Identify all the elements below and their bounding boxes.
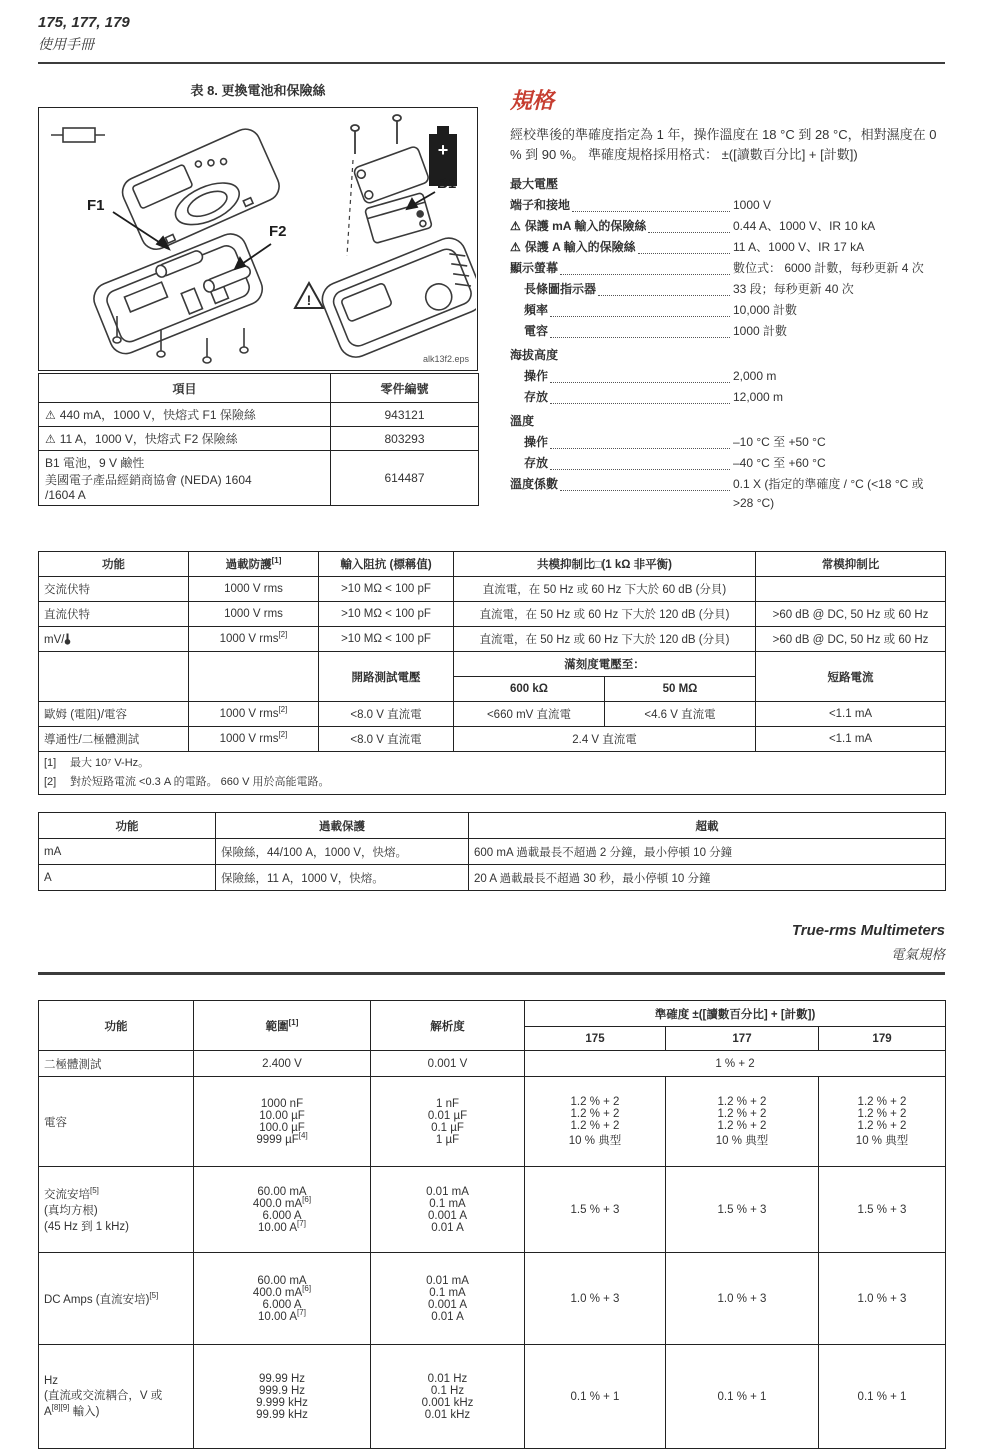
cell-resolution: 1 nF 0.01 µF 0.1 µF 1 µF <box>371 1077 525 1167</box>
spec-row <box>510 475 945 513</box>
spec-value: 數位式： 6000 計數，每秒更新 4 次 <box>733 261 924 276</box>
parts-col-part: 零件編號 <box>331 374 479 403</box>
fuse-icon <box>51 128 105 142</box>
dotted-leader <box>550 367 730 383</box>
cell-function: 交流伏特 <box>39 577 189 602</box>
spec-row <box>510 454 945 473</box>
table-row <box>39 451 479 506</box>
spec-label: 端子和接地 <box>510 198 571 213</box>
spec-value: 0.1 X (指定的準確度 / °C (<18 °C 或 >28 °C) <box>733 477 924 511</box>
spec-label: 顯示螢幕 <box>510 261 559 276</box>
multimeter-exploded-diagram <box>39 108 476 367</box>
cell-fs-merged: 2.4 V 直流電 <box>454 727 756 752</box>
cell-overload: 1000 V rms <box>189 577 319 602</box>
spec-value: 0.44 A、1000 V、IR 10 kA <box>733 219 876 234</box>
footnote: [1] 最大 10⁷ V-Hz。 <box>44 757 150 769</box>
spec-label: 頻率 <box>524 303 549 318</box>
cell-accuracy-177: 0.1 % + 1 <box>666 1345 819 1449</box>
spec-value: –10 °C 至 +50 °C <box>733 435 826 450</box>
col-nmrr: 常模抑制比 <box>756 552 946 577</box>
table-header-row <box>39 813 946 839</box>
dotted-leader <box>550 322 730 338</box>
cell-overload: 1000 V rms <box>189 602 319 627</box>
spec-row <box>510 259 945 278</box>
cell-range: 1000 nF 10.00 µF 100.0 µF 9999 µF[4] <box>194 1077 371 1167</box>
col-function: 功能 <box>39 552 189 577</box>
col-50m: 50 MΩ <box>605 677 756 702</box>
dotted-leader <box>638 238 730 254</box>
cell-accuracy-177: 1.5 % + 3 <box>666 1167 819 1253</box>
cell-range: 60.00 mA 400.0 mA[6] 6.000 A 10.00 A[7] <box>194 1167 371 1253</box>
thermometer-icon <box>64 632 71 645</box>
spec-value: –40 °C 至 +60 °C <box>733 456 826 471</box>
col-600k: 600 kΩ <box>454 677 605 702</box>
table8-section <box>38 80 478 506</box>
cell-resolution: 0.01 mA 0.1 mA 0.001 A 0.01 A <box>371 1167 525 1253</box>
col-range: 範圍[1] <box>194 1001 371 1051</box>
spec-row <box>510 238 945 257</box>
col-resolution: 解析度 <box>371 1001 525 1051</box>
cell-nmrr <box>756 577 946 602</box>
cell-overload: 600 mA 過載最長不超過 2 分鐘，最小停頓 10 分鐘 <box>469 839 946 865</box>
table-row <box>39 839 946 865</box>
dotted-leader <box>550 433 730 449</box>
dotted-leader <box>598 280 730 296</box>
parts-col-item: 項目 <box>39 374 331 403</box>
table-row <box>39 865 946 891</box>
cell-cmrr: 直流電，在 50 Hz 或 60 Hz 下大於 120 dB (分貝) <box>454 627 756 652</box>
spec-row <box>510 280 945 299</box>
table8-caption: 表 8. 更換電池和保險絲 <box>190 83 326 98</box>
cell-accuracy-175: 1.0 % + 3 <box>525 1253 666 1345</box>
diagram-filename: alk13f2.eps <box>422 354 469 364</box>
cell-empty <box>189 652 319 702</box>
table-row-ac-amps <box>39 1167 946 1253</box>
col-function: 功能 <box>39 813 216 839</box>
spec-label: 操作 <box>524 369 549 384</box>
cell-function: 電容 <box>39 1077 194 1167</box>
spec-label: 存放 <box>524 390 549 405</box>
warning-triangle-icon <box>295 283 323 308</box>
warning-icon: ⚠ <box>510 219 521 234</box>
part-item: 440 mA，1000 V，快熔式 F1 保險絲 <box>59 408 256 422</box>
cell-function: mA <box>39 839 216 865</box>
cell-impedance: >10 MΩ < 100 pF <box>319 627 454 652</box>
spec-label: 最大電壓 <box>510 177 559 192</box>
table-header-row <box>39 552 946 577</box>
table-row-hz <box>39 1345 946 1449</box>
spec-label: 溫度係數 <box>510 477 559 492</box>
footnotes-row <box>39 752 946 795</box>
input-characteristics-table <box>38 551 946 795</box>
spec-label: 存放 <box>524 456 549 471</box>
table-row <box>39 577 946 602</box>
cell-open-circuit: <8.0 V 直流電 <box>319 702 454 727</box>
spec-row <box>510 217 945 236</box>
cell-accuracy-merged: 1 % + 2 <box>525 1051 946 1077</box>
warning-icon: ⚠ <box>45 432 56 446</box>
cell-function: 直流伏特 <box>39 602 189 627</box>
cell-impedance: >10 MΩ < 100 pF <box>319 602 454 627</box>
col-overload-protection: 過載防護[1] <box>189 552 319 577</box>
dotted-leader <box>550 454 730 470</box>
cell-fs-600k: <660 mV 直流電 <box>454 702 605 727</box>
table-row <box>39 602 946 627</box>
cell-empty <box>39 652 189 702</box>
specifications-section <box>510 84 945 513</box>
cell-resolution: 0.01 mA 0.1 mA 0.001 A 0.01 A <box>371 1253 525 1345</box>
cell-accuracy-179: 1.0 % + 3 <box>819 1253 946 1345</box>
part-item-line: 美國電子產品經銷商協會 (NEDA) 1604 <box>45 473 252 487</box>
col-function: 功能 <box>39 1001 194 1051</box>
col-protection: 過載保護 <box>216 813 469 839</box>
cell-short-circuit: <1.1 mA <box>756 727 946 752</box>
svg-text:!: ! <box>306 292 312 308</box>
page-header <box>38 14 130 54</box>
col-model-177: 177 <box>666 1027 819 1051</box>
spec-row <box>510 196 945 215</box>
svg-text:+: + <box>437 140 449 160</box>
spec-row <box>510 301 945 320</box>
cell-cmrr: 直流電，在 50 Hz 或 60 Hz 下大於 120 dB (分貝) <box>454 602 756 627</box>
cell-resolution: 0.001 V <box>371 1051 525 1077</box>
cell-accuracy-175: 1.2 % + 2 1.2 % + 2 1.2 % + 2 10 % 典型 <box>525 1077 666 1167</box>
specs-title: 規格 <box>510 88 555 113</box>
col-overload: 超載 <box>469 813 946 839</box>
spec-label: 電容 <box>524 324 549 339</box>
cell-accuracy-179: 1.5 % + 3 <box>819 1167 946 1253</box>
table-row-dc-amps <box>39 1253 946 1345</box>
cell-resolution: 0.01 Hz 0.1 Hz 0.001 kHz 0.01 kHz <box>371 1345 525 1449</box>
diagram-label-f1: F1 <box>87 197 105 214</box>
cell-accuracy-179: 0.1 % + 1 <box>819 1345 946 1449</box>
col-full-scale-voltage: 滿刻度電壓至： <box>454 652 756 677</box>
cell-overload: 1000 V rms[2] <box>189 727 319 752</box>
col-short-circuit-current: 短路電流 <box>756 652 946 702</box>
cell-function: 導通性/二極體測試 <box>39 727 189 752</box>
diagram-label-b1: B1 <box>437 175 457 192</box>
section-subtitle: 電氣規格 <box>891 947 945 962</box>
part-item-line: B1 電池，9 V 鹼性 <box>45 456 145 470</box>
dotted-leader <box>648 217 730 233</box>
spec-row <box>510 175 945 194</box>
cell-protection: 保險絲，11 A，1000 V，快熔。 <box>216 865 469 891</box>
front-case-drawing <box>118 124 284 254</box>
part-number: 614487 <box>331 451 479 506</box>
dotted-leader <box>560 475 730 491</box>
cell-overload: 1000 V rms[2] <box>189 627 319 652</box>
table-row-diode <box>39 1051 946 1077</box>
table-row <box>39 427 479 451</box>
cell-fs-50m: <4.6 V 直流電 <box>605 702 756 727</box>
cell-accuracy-177: 1.0 % + 3 <box>666 1253 819 1345</box>
table-row <box>39 727 946 752</box>
part-item-line: /1604 A <box>45 488 86 502</box>
cell-range: 60.00 mA 400.0 mA[6] 6.000 A 10.00 A[7] <box>194 1253 371 1345</box>
cell-short-circuit: <1.1 mA <box>756 702 946 727</box>
table-row <box>39 403 479 427</box>
back-case-drawing <box>317 233 476 362</box>
warning-icon: ⚠ <box>510 240 521 255</box>
accuracy-table <box>38 1000 946 1449</box>
col-open-circuit-voltage: 開路測試電壓 <box>319 652 454 702</box>
col-cmrr: 共模抑制比□(1 kΩ 非平衡) <box>454 552 756 577</box>
footnote: [2] 對於短路電流 <0.3 A 的電路。 660 V 用於高能電路。 <box>44 776 330 788</box>
spec-label: 操作 <box>524 435 549 450</box>
spec-row <box>510 388 945 407</box>
spec-value: 2,000 m <box>733 369 777 384</box>
cell-accuracy-179: 1.2 % + 2 1.2 % + 2 1.2 % + 2 10 % 典型 <box>819 1077 946 1167</box>
cell-function: 二極體測試 <box>39 1051 194 1077</box>
cell-function: Hz (直流或交流耦合，V 或 A[8][9] 輸入) <box>39 1345 194 1449</box>
cell-nmrr: >60 dB @ DC, 50 Hz 或 60 Hz <box>756 602 946 627</box>
specs-intro: 經校準後的準確度指定為 1 年，操作溫度在 18 °C 到 28 °C，相對濕度在 0 % 到 90 %。 準確度規格採用格式： ±([讀數百分比] + [計數]) <box>510 127 937 163</box>
col-accuracy: 準確度 ±([讀數百分比] + [計數]) <box>525 1001 946 1027</box>
cell-function: mV/ <box>39 627 189 652</box>
dotted-leader <box>550 388 730 404</box>
exploded-diagram-box <box>38 107 478 371</box>
header-rule <box>38 62 945 64</box>
spec-label: 長條圖指示器 <box>524 282 597 297</box>
cell-accuracy-175: 0.1 % + 1 <box>525 1345 666 1449</box>
cell-overload: 20 A 過載最長不超過 30 秒，最小停頓 10 分鐘 <box>469 865 946 891</box>
spec-label: 海拔高度 <box>510 348 559 363</box>
cell-impedance: >10 MΩ < 100 pF <box>319 577 454 602</box>
cell-nmrr: >60 dB @ DC, 50 Hz 或 60 Hz <box>756 627 946 652</box>
spec-value: 10,000 計數 <box>733 303 798 318</box>
parts-table <box>38 373 479 506</box>
cell-range: 99.99 Hz 999.9 Hz 9.999 kHz 99.99 kHz <box>194 1345 371 1449</box>
col-model-179: 179 <box>819 1027 946 1051</box>
cell-function: 交流安培[5] (真均方根) (45 Hz 到 1 kHz) <box>39 1167 194 1253</box>
cell-function: DC Amps (直流安培)[5] <box>39 1253 194 1345</box>
part-number: 803293 <box>331 427 479 451</box>
dotted-leader <box>560 259 730 275</box>
spec-row <box>510 433 945 452</box>
page-title: 175, 177, 179 <box>38 14 130 31</box>
spec-label: 保護 mA 輸入的保險絲 <box>524 219 647 234</box>
table-header-row <box>39 1001 946 1027</box>
section-rule <box>38 972 945 975</box>
section-heading <box>792 922 945 963</box>
cell-function: A <box>39 865 216 891</box>
dotted-leader <box>550 301 730 317</box>
table-row <box>39 627 946 652</box>
spec-value: 1000 V <box>733 198 772 213</box>
parts-header-row <box>39 374 479 403</box>
cell-cmrr: 直流電，在 50 Hz 或 60 Hz 下大於 60 dB (分貝) <box>454 577 756 602</box>
cell-function: 歐姆 (電阻)/電容 <box>39 702 189 727</box>
table-row-capacitance <box>39 1077 946 1167</box>
warning-icon: ⚠ <box>45 408 56 422</box>
part-item: 11 A，1000 V，快熔式 F2 保險絲 <box>59 432 238 446</box>
cell-open-circuit: <8.0 V 直流電 <box>319 727 454 752</box>
col-model-175: 175 <box>525 1027 666 1051</box>
cell-overload: 1000 V rms[2] <box>189 702 319 727</box>
spec-row <box>510 412 945 431</box>
table-subheader-row <box>39 652 946 677</box>
col-input-impedance: 輸入阻抗 (標稱值) <box>319 552 454 577</box>
spec-label: 保護 A 輸入的保險絲 <box>524 240 636 255</box>
spec-value: 11 A、1000 V、IR 17 kA <box>733 240 865 255</box>
spec-value: 12,000 m <box>733 390 784 405</box>
spec-label: 溫度 <box>510 414 535 429</box>
spec-value: 33 段；每秒更新 40 次 <box>733 282 854 297</box>
cell-accuracy-177: 1.2 % + 2 1.2 % + 2 1.2 % + 2 10 % 典型 <box>666 1077 819 1167</box>
cell-protection: 保險絲，44/100 A，1000 V，快熔。 <box>216 839 469 865</box>
section-title: True-rms Multimeters <box>791 922 945 939</box>
diagram-label-f2: F2 <box>269 223 287 240</box>
part-number: 943121 <box>331 403 479 427</box>
spec-row <box>510 322 945 341</box>
spec-row <box>510 346 945 365</box>
spec-row <box>510 367 945 386</box>
cell-range: 2.400 V <box>194 1051 371 1077</box>
overload-table <box>38 812 946 891</box>
table-row <box>39 702 946 727</box>
page-subtitle: 使用手冊 <box>38 36 94 52</box>
spec-value: 1000 計數 <box>733 324 788 339</box>
cell-accuracy-175: 1.5 % + 3 <box>525 1167 666 1253</box>
dotted-leader <box>572 196 730 212</box>
